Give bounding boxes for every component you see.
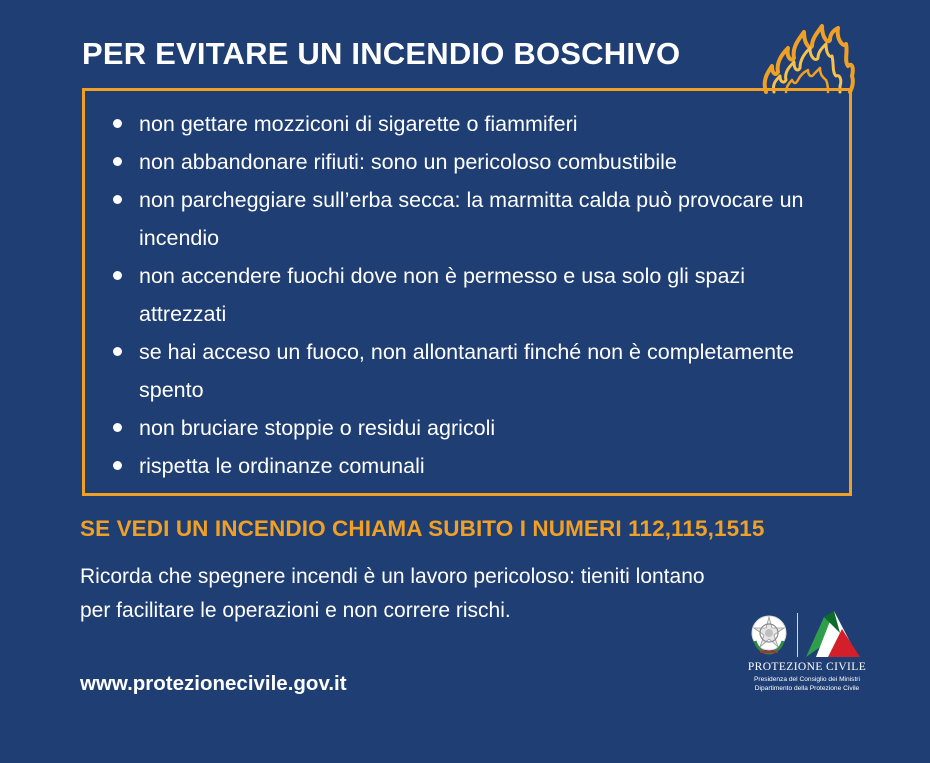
tip-text: non accendere fuochi dove non è permesso e usa solo gli spazi attrezzati [139, 264, 745, 326]
list-item [109, 181, 829, 257]
protezione-civile-mark-icon [802, 607, 862, 661]
tips-list [109, 105, 829, 485]
tips-box [82, 88, 852, 496]
flame-icon [760, 22, 858, 96]
tip-text: rispetta le ordinanze comunali [139, 454, 425, 478]
list-item [109, 105, 829, 143]
bullet-icon [113, 195, 122, 204]
website-link[interactable]: www.protezionecivile.gov.it [80, 672, 347, 695]
italian-emblem-icon [748, 611, 790, 657]
bullet-icon [113, 423, 122, 432]
list-item [109, 143, 829, 181]
list-item [109, 257, 829, 333]
page-title: PER EVITARE UN INCENDIO BOSCHIVO [82, 36, 681, 71]
logo-divider [797, 613, 798, 657]
logo-subtitle-1: Presidenza del Consiglio dei Ministri [754, 676, 860, 683]
list-item [109, 333, 829, 409]
tip-text: non abbandonare rifiuti: sono un pericoloso combustibile [139, 150, 677, 174]
bullet-icon [113, 461, 122, 470]
logo-subtitle-2: Dipartimento della Protezione Civile [754, 685, 860, 692]
safety-reminder: Ricorda che spegnere incendi è un lavoro pericoloso: tieniti lontano per facilitare le operazioni e non correre rischi. [80, 565, 705, 622]
bullet-icon [113, 347, 122, 356]
list-item [109, 447, 829, 485]
tip-text: non parcheggiare sull’erba secca: la marmitta calda può provocare un incendio [139, 188, 804, 250]
logo-name: PROTEZIONE CIVILE [747, 661, 867, 673]
tip-text: non gettare mozziconi di sigarette o fiammiferi [139, 112, 578, 136]
bullet-icon [113, 119, 122, 128]
list-item [109, 409, 829, 447]
emergency-numbers: SE VEDI UN INCENDIO CHIAMA SUBITO I NUMERI 112,115,1515 [80, 516, 765, 541]
protezione-civile-logo [742, 607, 872, 699]
tip-text: se hai acceso un fuoco, non allontanarti finché non è completamente spento [139, 340, 794, 402]
bullet-icon [113, 157, 122, 166]
bullet-icon [113, 271, 122, 280]
tip-text: non bruciare stoppie o residui agricoli [139, 416, 496, 440]
